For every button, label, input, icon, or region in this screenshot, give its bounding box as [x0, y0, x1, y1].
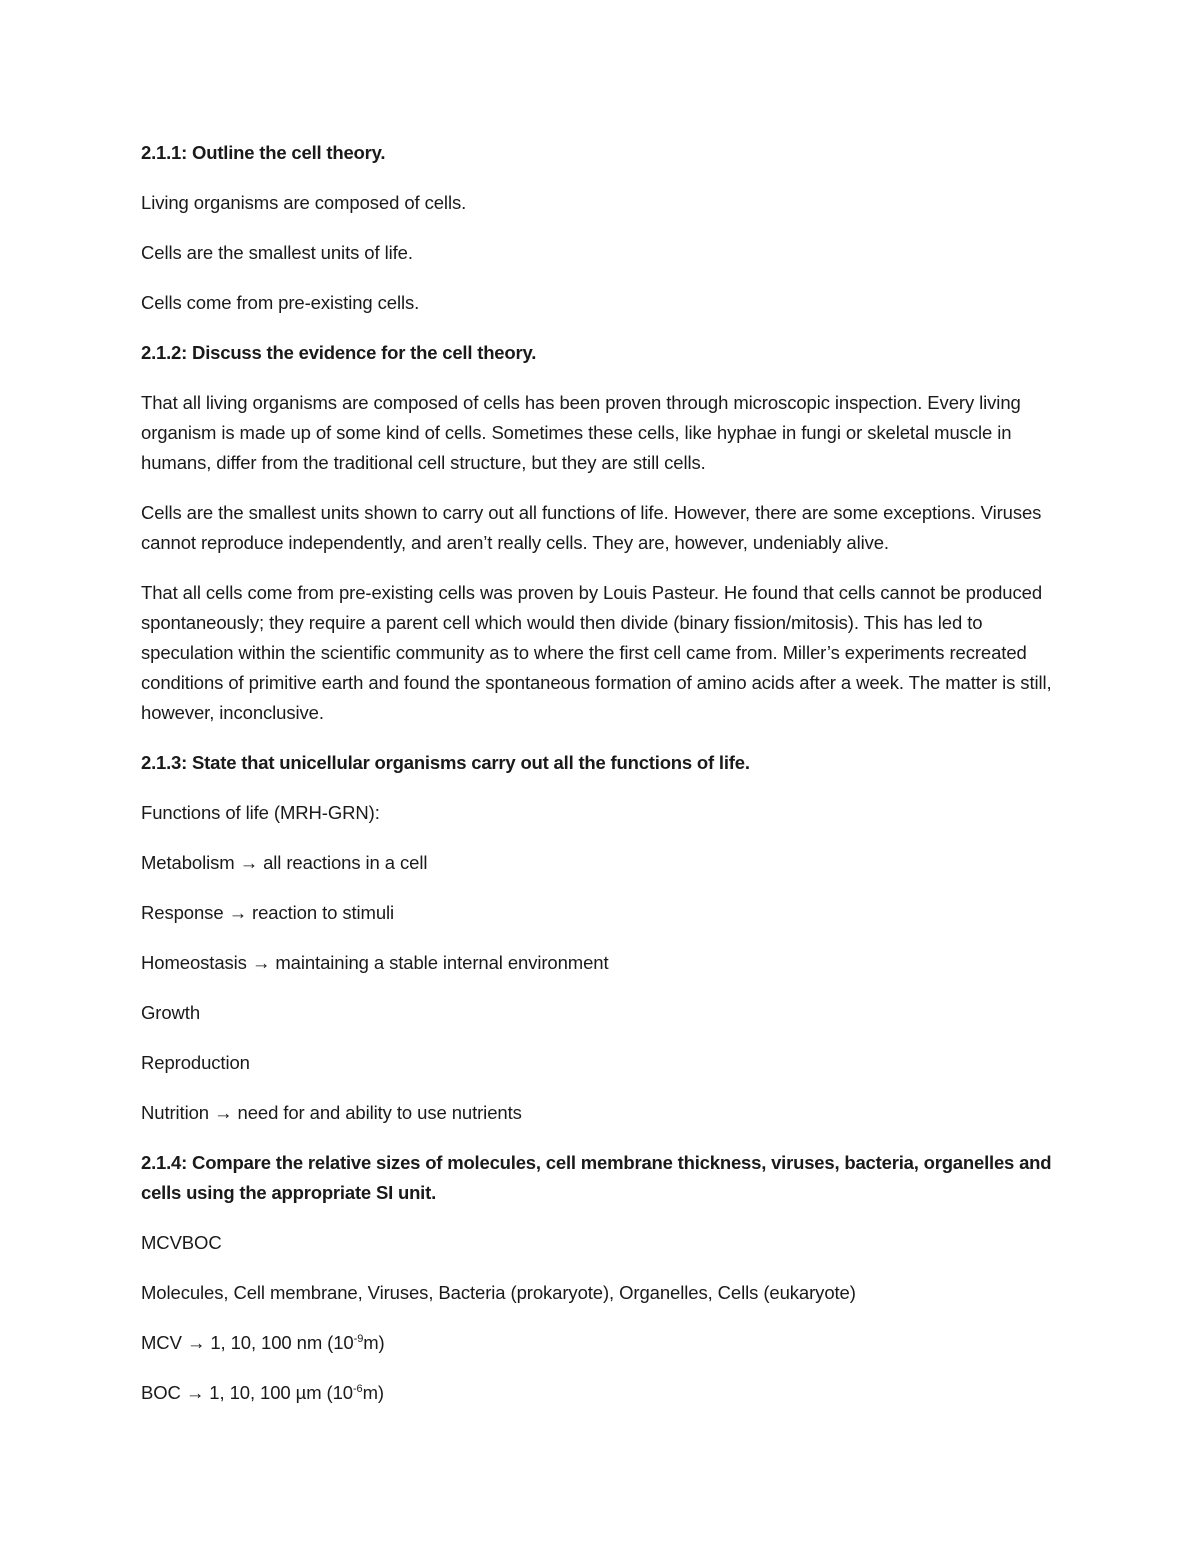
arrow-icon: → — [251, 952, 271, 973]
paragraph: Living organisms are composed of cells. — [141, 192, 467, 213]
functions-intro: Functions of life (MRH-GRN): — [141, 802, 380, 823]
scale-row-mcv — [141, 1328, 1061, 1358]
section-heading-2-1-3: 2.1.3: State that unicellular organisms carry out all the functions of life. — [141, 752, 750, 773]
function-desc: reaction to stimuli — [252, 902, 395, 923]
function-desc: all reactions in a cell — [263, 852, 428, 873]
arrow-icon: → — [185, 1382, 205, 1403]
arrow-icon: → — [186, 1332, 206, 1353]
arrow-icon: → — [228, 902, 247, 923]
function-term: Reproduction — [141, 1052, 250, 1073]
function-term: Nutrition — [141, 1102, 209, 1123]
function-item-response — [141, 898, 1061, 928]
function-item-growth — [141, 998, 1061, 1028]
function-term: Growth — [141, 1002, 201, 1023]
function-desc: maintaining a stable internal environment — [275, 952, 609, 973]
scale-label: MCV — [141, 1332, 182, 1353]
paragraph: That all living organisms are composed of cells has been proven through microscopic inspection. Every living organism is made up of some kind of cells. Sometimes these cells, like hyphae in fungi or skeletal muscle in humans, differ from the traditional cell structure, but they are still cells. — [141, 392, 1021, 473]
paragraph: Cells are the smallest units shown to carry out all functions of life. However, there are some exceptions. Viruses cannot reproduce independently, and aren’t really cells. They are, however, undeniably alive. — [141, 502, 1042, 553]
function-item-metabolism — [141, 848, 1061, 878]
function-term: Homeostasis — [141, 952, 247, 973]
scale-row-boc — [141, 1378, 1061, 1408]
function-item-nutrition — [141, 1098, 1061, 1128]
document-page — [141, 138, 1061, 1428]
arrow-icon: → — [214, 1102, 233, 1123]
scale-unit: m) — [362, 1382, 384, 1403]
paragraph: Cells come from pre-existing cells. — [141, 292, 420, 313]
arrow-icon: → — [239, 852, 259, 873]
mnemonic-expansion: Molecules, Cell membrane, Viruses, Bacteria (prokaryote), Organelles, Cells (eukaryote) — [141, 1282, 856, 1303]
scale-values: 1, 10, 100 µm (10 — [209, 1382, 353, 1403]
mnemonic: MCVBOC — [141, 1232, 222, 1253]
section-heading-2-1-2: 2.1.2: Discuss the evidence for the cell theory. — [141, 342, 537, 363]
paragraph: That all cells come from pre-existing cells was proven by Louis Pasteur. He found that cells cannot be produced spontaneously; they require a parent cell which would then divide (binary fission/mitosis). This has led to speculation within the scientific community as to where the first cell came from. Miller’s experiments recreated conditions of primitive earth and found the spontaneous formation of amino acids after a week. The matter is still, however, inconclusive. — [141, 582, 1052, 723]
scale-values: 1, 10, 100 nm (10 — [210, 1332, 354, 1353]
paragraph: Cells are the smallest units of life. — [141, 242, 413, 263]
section-heading-2-1-1: 2.1.1: Outline the cell theory. — [141, 142, 386, 163]
function-desc: need for and ability to use nutrients — [237, 1102, 522, 1123]
scale-unit: m) — [363, 1332, 385, 1353]
function-item-reproduction — [141, 1048, 1061, 1078]
scale-exponent: -6 — [352, 1383, 363, 1395]
function-item-homeostasis — [141, 948, 1061, 978]
function-term: Metabolism — [141, 852, 235, 873]
section-heading-2-1-4: 2.1.4: Compare the relative sizes of molecules, cell membrane thickness, viruses, bacteria, organelles and cells using the appropriate SI unit. — [141, 1152, 1052, 1203]
function-term: Response — [141, 902, 224, 923]
scale-label: BOC — [141, 1382, 181, 1403]
scale-exponent: -9 — [353, 1333, 364, 1345]
